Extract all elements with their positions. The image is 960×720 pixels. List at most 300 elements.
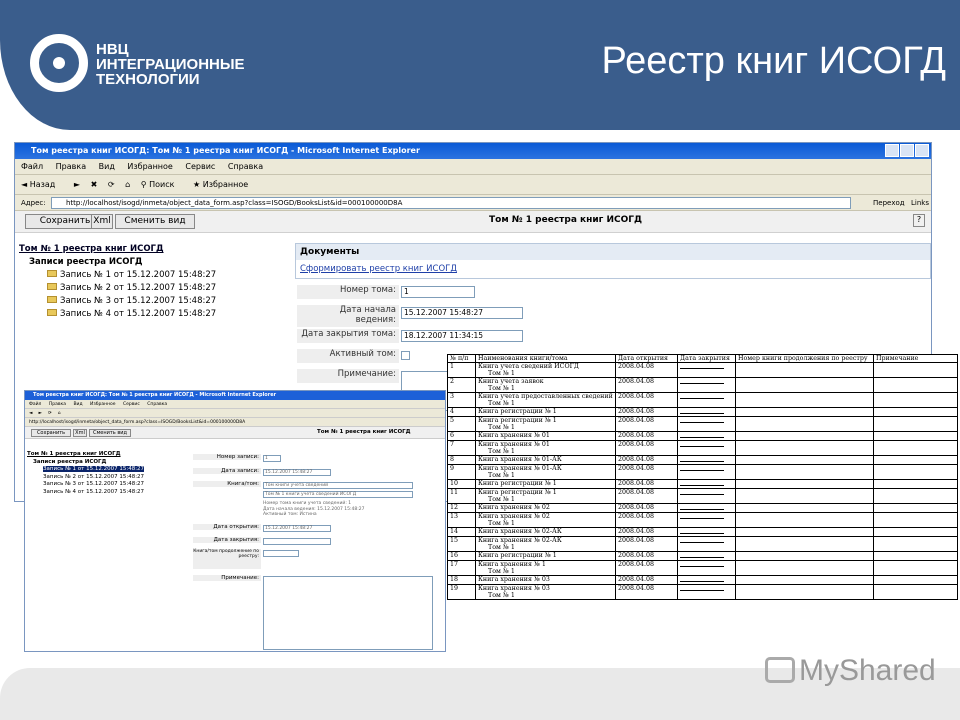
- cell-continuation: [736, 561, 874, 576]
- table-row: [448, 456, 958, 465]
- cell-name-text: Книга хранения № 1: [478, 561, 546, 568]
- table-row: [448, 408, 958, 417]
- cell-close-date: [678, 465, 736, 480]
- menu-view[interactable]: Вид: [73, 402, 83, 407]
- cell-name-text: Книга учета заявок: [478, 378, 544, 385]
- rec-date-label: Дата записи:: [193, 468, 261, 474]
- cell-number-text: 16: [450, 552, 459, 559]
- close-date-blank: [680, 417, 724, 423]
- xml-button[interactable]: Xml: [91, 214, 113, 229]
- folder-icon: [47, 309, 57, 316]
- cell-open-date-text: 2008.04.08: [618, 489, 655, 496]
- close-date-blank: [680, 576, 724, 582]
- cell-close-date: [678, 561, 736, 576]
- cell-name: [476, 417, 616, 432]
- cell-number-text: 14: [450, 528, 459, 535]
- cell-number-text: 13: [450, 513, 459, 520]
- cell-open-date: [616, 393, 678, 408]
- cell-open-date: [616, 432, 678, 441]
- close-date-blank: [680, 537, 724, 543]
- cell-close-date: [678, 513, 736, 528]
- cell-continuation: [736, 513, 874, 528]
- cell-number: [448, 432, 476, 441]
- menu-bar: [15, 159, 931, 175]
- close-date-blank: [680, 513, 724, 519]
- browser-toolbar: [25, 409, 445, 418]
- cell-number-text: 12: [450, 504, 459, 511]
- table-row: [448, 537, 958, 552]
- col-open-date: Дата открытия: [616, 355, 678, 363]
- cell-name: [476, 489, 616, 504]
- open-date-input[interactable]: 15.12.2007 15:48:27: [263, 525, 331, 532]
- forward-icon[interactable]: ►: [73, 180, 81, 189]
- browser-toolbar: [15, 175, 931, 195]
- switch-view-button[interactable]: Сменить вид: [115, 214, 195, 229]
- cell-name: [476, 576, 616, 585]
- cell-open-date-text: 2008.04.08: [618, 378, 655, 385]
- window-title: Том реестра книг ИСОГД: Том № 1 реестра книг ИСОГД - Microsoft Internet Explorer: [31, 146, 420, 155]
- cell-number: [448, 363, 476, 378]
- active-checkbox[interactable]: [401, 351, 410, 360]
- menu-view[interactable]: Вид: [98, 162, 115, 171]
- table-row: [448, 393, 958, 408]
- refresh-icon[interactable]: ⟳: [107, 180, 115, 189]
- close-date-input[interactable]: 18.12.2007 11:34:15: [401, 330, 523, 342]
- cell-open-date-text: 2008.04.08: [618, 537, 655, 544]
- favorites-button[interactable]: ★ Избранное: [192, 180, 249, 189]
- back-button[interactable]: ◄ Назад: [21, 180, 56, 189]
- save-button[interactable]: Сохранить: [25, 214, 105, 229]
- menu-favorites[interactable]: Избранное: [127, 162, 173, 171]
- close-date-blank: [680, 378, 724, 384]
- xml-button[interactable]: Xml: [73, 429, 87, 437]
- rec-date-input[interactable]: 15.12.2007 15:48:27: [263, 469, 331, 476]
- document-title: Том № 1 реестра книг ИСОГД: [317, 429, 411, 435]
- stop-icon[interactable]: ✖: [90, 180, 98, 189]
- table-row: [448, 417, 958, 432]
- cell-name-text: Книга хранения № 01: [478, 432, 550, 439]
- cell-close-date: [678, 393, 736, 408]
- record-label: Запись № 3 от 15.12.2007 15:48:27: [60, 296, 217, 306]
- cell-note: [874, 363, 958, 378]
- book-info-line: Номер тома книги учета сведений: 1: [263, 501, 352, 506]
- close-date-blank: [680, 441, 724, 447]
- documents-header: Документы: [296, 244, 930, 260]
- cell-note: [874, 432, 958, 441]
- cell-volume-text: Том № 1: [488, 592, 515, 599]
- cell-note: [874, 552, 958, 561]
- cell-open-date-text: 2008.04.08: [618, 576, 655, 583]
- tree-record[interactable]: [19, 308, 216, 321]
- start-date-input[interactable]: 15.12.2007 15:48:27: [401, 307, 523, 319]
- cell-continuation: [736, 378, 874, 393]
- cell-close-date: [678, 504, 736, 513]
- close-date-label: Дата закрытия тома:: [297, 329, 399, 343]
- page-title: Реестр книг ИСОГД: [601, 40, 946, 82]
- cell-close-date: [678, 528, 736, 537]
- note-label: Примечание:: [297, 369, 399, 383]
- folder-icon: [47, 270, 57, 277]
- cell-name-text: Книга хранения № 02: [478, 513, 550, 520]
- search-label: Поиск: [149, 180, 175, 189]
- cell-close-date: [678, 432, 736, 441]
- tree-record[interactable]: [27, 466, 144, 474]
- cell-name: [476, 528, 616, 537]
- cell-volume-text: Том № 1: [488, 520, 515, 527]
- url-input[interactable]: http://localhost/isogd/inmeta/object_data_form.asp?class=ISOGD/BooksList&id=000100000D8A: [29, 420, 246, 425]
- volume-label: Номер тома:: [297, 285, 399, 299]
- cell-name-text: Книга регистрации № 1: [478, 489, 557, 496]
- document-title: Том № 1 реестра книг ИСОГД: [489, 215, 643, 225]
- record-label: Запись № 4 от 15.12.2007 15:48:27: [60, 309, 217, 319]
- cell-open-date-text: 2008.04.08: [618, 363, 655, 370]
- record-label: Запись № 1 от 15.12.2007 15:48:27: [60, 270, 217, 280]
- table-row: [448, 363, 958, 378]
- cell-open-date-text: 2008.04.08: [618, 585, 655, 592]
- continuation-select[interactable]: [263, 550, 299, 557]
- cell-note: [874, 513, 958, 528]
- book-info-line: Активный том: Истина: [263, 512, 317, 517]
- cell-note: [874, 393, 958, 408]
- cell-name-text: Книга регистрации № 1: [478, 552, 557, 559]
- cell-number: [448, 576, 476, 585]
- book-label: Книга/том:: [193, 481, 261, 487]
- tree-group[interactable]: Записи реестра ИСОГД: [33, 458, 107, 465]
- cell-open-date: [616, 537, 678, 552]
- cell-volume-text: Том № 1: [488, 385, 515, 392]
- cell-name: [476, 513, 616, 528]
- open-date-label: Дата открытия:: [193, 524, 261, 530]
- cell-number-text: 4: [450, 408, 455, 415]
- cell-number-text: 6: [450, 432, 455, 439]
- active-label: Активный том:: [297, 349, 399, 363]
- cell-open-date: [616, 489, 678, 504]
- close-date-blank: [680, 504, 724, 510]
- cell-name-text: Книга регистрации № 1: [478, 408, 557, 415]
- cell-open-date-text: 2008.04.08: [618, 465, 655, 472]
- cell-name: [476, 561, 616, 576]
- cell-name-text: Книга хранения № 02-АК: [478, 528, 562, 535]
- company-logo-text: [96, 42, 245, 87]
- window-titlebar: [15, 143, 931, 159]
- save-button[interactable]: Сохранить: [31, 429, 71, 437]
- book-info: [263, 501, 365, 518]
- book-info-line: Дата начала ведения: 15.12.2007 15:48:27: [263, 506, 365, 512]
- favorites-label: Избранное: [202, 180, 249, 189]
- menu-file[interactable]: Файл: [29, 402, 42, 407]
- cell-continuation: [736, 528, 874, 537]
- table-row: [448, 465, 958, 480]
- cell-number-text: 19: [450, 585, 459, 592]
- tree-record[interactable]: Запись № 2 от 15.12.2007 15:48:27: [43, 473, 145, 480]
- cell-close-date: [678, 576, 736, 585]
- cell-volume-text: Том № 1: [488, 544, 515, 551]
- menu-help[interactable]: Справка: [227, 162, 264, 171]
- home-icon[interactable]: ⌂: [125, 180, 131, 189]
- cell-open-date-text: 2008.04.08: [618, 552, 655, 559]
- start-date-label: Дата начала ведения:: [297, 305, 399, 327]
- tree-group[interactable]: Записи реестра ИСОГД: [29, 257, 143, 267]
- cell-close-date: [678, 480, 736, 489]
- close-icon[interactable]: [915, 144, 929, 157]
- links-button[interactable]: Links: [911, 199, 929, 207]
- cell-close-date: [678, 489, 736, 504]
- cell-note: [874, 378, 958, 393]
- cell-name: [476, 465, 616, 480]
- menu-tools[interactable]: Сервис: [185, 162, 216, 171]
- table-row: [448, 504, 958, 513]
- close-date-blank: [680, 363, 724, 369]
- watermark-icon: [765, 657, 795, 683]
- table-row: [448, 480, 958, 489]
- window-title: Том реестра книг ИСОГД: Том № 1 реестра книг ИСОГД - Microsoft Internet Explorer: [25, 391, 445, 400]
- menu-bar: [25, 400, 445, 409]
- cell-continuation: [736, 363, 874, 378]
- switch-view-button[interactable]: Сменить вид: [89, 429, 131, 437]
- cell-continuation: [736, 417, 874, 432]
- cell-note: [874, 528, 958, 537]
- table-row: [448, 513, 958, 528]
- refresh-icon[interactable]: ⟳: [47, 411, 52, 416]
- rec-no-label: Номер записи:: [193, 454, 261, 460]
- cell-name: [476, 432, 616, 441]
- cell-name-text: Книга учета сведений ИСОГД: [478, 363, 579, 370]
- company-logo-icon: [30, 34, 88, 92]
- cell-close-date: [678, 585, 736, 600]
- watermark: [765, 654, 936, 688]
- tree-record[interactable]: Запись № 3 от 15.12.2007 15:48:27: [43, 481, 145, 487]
- cell-number-text: 5: [450, 417, 455, 424]
- url-input[interactable]: http://localhost/isogd/inmeta/object_data_form.asp?class=ISOGD/BooksList&id=000100000D8A: [51, 197, 851, 209]
- app-toolbar: [15, 211, 931, 233]
- cell-number-text: 1: [450, 363, 455, 370]
- menu-edit[interactable]: Правка: [48, 402, 67, 407]
- tree-record[interactable]: Запись № 4 от 15.12.2007 15:48:27: [43, 488, 145, 495]
- cell-open-date: [616, 456, 678, 465]
- close-date-blank: [680, 561, 724, 567]
- tree-record[interactable]: [19, 269, 216, 282]
- cell-open-date: [616, 465, 678, 480]
- cell-close-date: [678, 378, 736, 393]
- address-bar: [25, 418, 445, 427]
- close-date-blank: [680, 393, 724, 399]
- cell-note: [874, 489, 958, 504]
- cell-continuation: [736, 585, 874, 600]
- cell-continuation: [736, 480, 874, 489]
- cell-note: [874, 408, 958, 417]
- tree-root[interactable]: Том № 1 реестра книг ИСОГД: [19, 244, 164, 254]
- book-type-select[interactable]: Том книги учета сведений: [263, 482, 413, 489]
- cell-open-date: [616, 552, 678, 561]
- cell-open-date: [616, 408, 678, 417]
- cell-number: [448, 393, 476, 408]
- home-icon[interactable]: ⌂: [57, 411, 61, 416]
- cell-number: [448, 480, 476, 489]
- search-button[interactable]: ⚲ Поиск: [140, 180, 175, 189]
- cell-close-date: [678, 552, 736, 561]
- cell-number: [448, 378, 476, 393]
- tree-root[interactable]: Том № 1 реестра книг ИСОГД: [27, 451, 121, 457]
- cell-number: [448, 537, 476, 552]
- cell-name: [476, 393, 616, 408]
- cell-note: [874, 441, 958, 456]
- rec-no-input[interactable]: 1: [263, 455, 281, 462]
- cell-open-date-text: 2008.04.08: [618, 504, 655, 511]
- menu-favorites[interactable]: Избранное: [90, 402, 116, 407]
- cell-name-text: Книга хранения № 01-АК: [478, 465, 562, 472]
- cell-open-date-text: 2008.04.08: [618, 393, 655, 400]
- cell-open-date: [616, 363, 678, 378]
- cell-number-text: 15: [450, 537, 459, 544]
- registry-table: [447, 354, 958, 600]
- cell-close-date: [678, 417, 736, 432]
- table-row: [448, 561, 958, 576]
- book-volume-select[interactable]: Том № 1 книги учета сведений ИСОГД: [263, 491, 413, 498]
- cell-open-date: [616, 528, 678, 537]
- col-continuation: Номер книги продолжения по реестру: [736, 355, 874, 363]
- menu-file[interactable]: Файл: [21, 162, 44, 171]
- address-bar: [15, 195, 931, 211]
- folder-icon: [47, 283, 57, 290]
- cell-name: [476, 480, 616, 489]
- table-row: [448, 378, 958, 393]
- cell-volume-text: Том № 1: [488, 370, 515, 377]
- menu-edit[interactable]: Правка: [55, 162, 87, 171]
- cell-name-text: Книга учета предоставленных сведений: [478, 393, 613, 400]
- cell-name: [476, 456, 616, 465]
- close-date-blank: [680, 465, 724, 471]
- cell-name: [476, 378, 616, 393]
- col-close-date: Дата закрытия: [678, 355, 736, 363]
- cell-open-date-text: 2008.04.08: [618, 441, 655, 448]
- cell-close-date: [678, 456, 736, 465]
- close-date-label: Дата закрытия:: [193, 537, 261, 543]
- note-textarea[interactable]: [263, 576, 433, 650]
- cell-number: [448, 561, 476, 576]
- col-note: Примечание: [874, 355, 958, 363]
- cell-number: [448, 465, 476, 480]
- cell-name-text: Книга хранения № 03: [478, 585, 550, 592]
- cell-number-text: 8: [450, 456, 455, 463]
- cell-volume-text: Том № 1: [488, 448, 515, 455]
- cell-open-date: [616, 504, 678, 513]
- table-row: [448, 585, 958, 600]
- cell-open-date: [616, 480, 678, 489]
- col-name: Наименования книги/тома: [476, 355, 616, 363]
- note-label: Примечание:: [193, 575, 261, 581]
- watermark-text: MyShared: [799, 654, 936, 687]
- cell-name: [476, 537, 616, 552]
- cell-number: [448, 408, 476, 417]
- cell-open-date: [616, 585, 678, 600]
- cell-close-date: [678, 408, 736, 417]
- minimize-icon[interactable]: [885, 144, 899, 157]
- cell-volume-text: Том № 1: [488, 472, 515, 479]
- record-label: Запись № 2 от 15.12.2007 15:48:27: [60, 283, 217, 293]
- cell-note: [874, 561, 958, 576]
- cell-name: [476, 585, 616, 600]
- cell-volume-text: Том № 1: [488, 496, 515, 503]
- cell-volume-text: Том № 1: [488, 424, 515, 431]
- close-date-input[interactable]: [263, 538, 331, 545]
- cell-continuation: [736, 441, 874, 456]
- logo-line-1: НВЦ: [96, 41, 129, 58]
- back-icon[interactable]: ◄: [29, 411, 33, 416]
- table-row: [448, 528, 958, 537]
- generate-registry-link[interactable]: Сформировать реестр книг ИСОГД: [300, 264, 457, 274]
- records-tree: [27, 451, 144, 496]
- cell-number: [448, 585, 476, 600]
- browser-window-records: [24, 390, 446, 652]
- tree-record[interactable]: [19, 282, 216, 295]
- slide-header: [0, 0, 960, 130]
- cell-name: [476, 408, 616, 417]
- address-label: Адрес:: [21, 199, 46, 207]
- records-tree: [19, 243, 216, 321]
- table-row: [448, 441, 958, 456]
- help-icon[interactable]: ?: [913, 214, 925, 227]
- cell-name-text: Книга хранения № 01: [478, 441, 550, 448]
- cell-open-date: [616, 513, 678, 528]
- cell-continuation: [736, 489, 874, 504]
- close-date-blank: [680, 432, 724, 438]
- cell-close-date: [678, 537, 736, 552]
- tree-record[interactable]: [19, 295, 216, 308]
- cell-open-date-text: 2008.04.08: [618, 480, 655, 487]
- go-button[interactable]: Переход: [873, 199, 905, 207]
- cell-open-date: [616, 378, 678, 393]
- close-date-blank: [680, 585, 724, 591]
- cell-volume-text: Том № 1: [488, 400, 515, 407]
- maximize-icon[interactable]: [900, 144, 914, 157]
- logo-line-2: ИНТЕГРАЦИОННЫЕ: [96, 56, 245, 73]
- menu-tools[interactable]: Сервис: [123, 402, 140, 407]
- table-row: [448, 432, 958, 441]
- cell-number-text: 9: [450, 465, 455, 472]
- cell-name: [476, 363, 616, 378]
- cell-number: [448, 528, 476, 537]
- cell-continuation: [736, 537, 874, 552]
- cell-continuation: [736, 576, 874, 585]
- menu-help[interactable]: Справка: [147, 402, 168, 407]
- cell-name-text: Книга хранения № 01-АК: [478, 456, 562, 463]
- cell-note: [874, 456, 958, 465]
- forward-icon[interactable]: ►: [38, 411, 42, 416]
- volume-input[interactable]: 1: [401, 286, 475, 298]
- cell-open-date-text: 2008.04.08: [618, 561, 655, 568]
- cell-note: [874, 480, 958, 489]
- cell-name-text: Книга хранения № 02: [478, 504, 550, 511]
- cell-open-date-text: 2008.04.08: [618, 417, 655, 424]
- cell-number-text: 10: [450, 480, 459, 487]
- cell-open-date-text: 2008.04.08: [618, 408, 655, 415]
- close-date-blank: [680, 528, 724, 534]
- cell-continuation: [736, 465, 874, 480]
- col-number: № п/п: [448, 355, 476, 363]
- cell-number: [448, 489, 476, 504]
- cell-name-text: Книга регистрации № 1: [478, 417, 557, 424]
- cell-note: [874, 465, 958, 480]
- close-date-blank: [680, 408, 724, 414]
- folder-icon: [47, 296, 57, 303]
- cell-note: [874, 417, 958, 432]
- continuation-label: Книга/том продолжение по реестру:: [193, 549, 261, 569]
- cell-name: [476, 504, 616, 513]
- cell-open-date: [616, 417, 678, 432]
- table-row: [448, 552, 958, 561]
- app-toolbar: [25, 427, 445, 439]
- cell-volume-text: Том № 1: [488, 568, 515, 575]
